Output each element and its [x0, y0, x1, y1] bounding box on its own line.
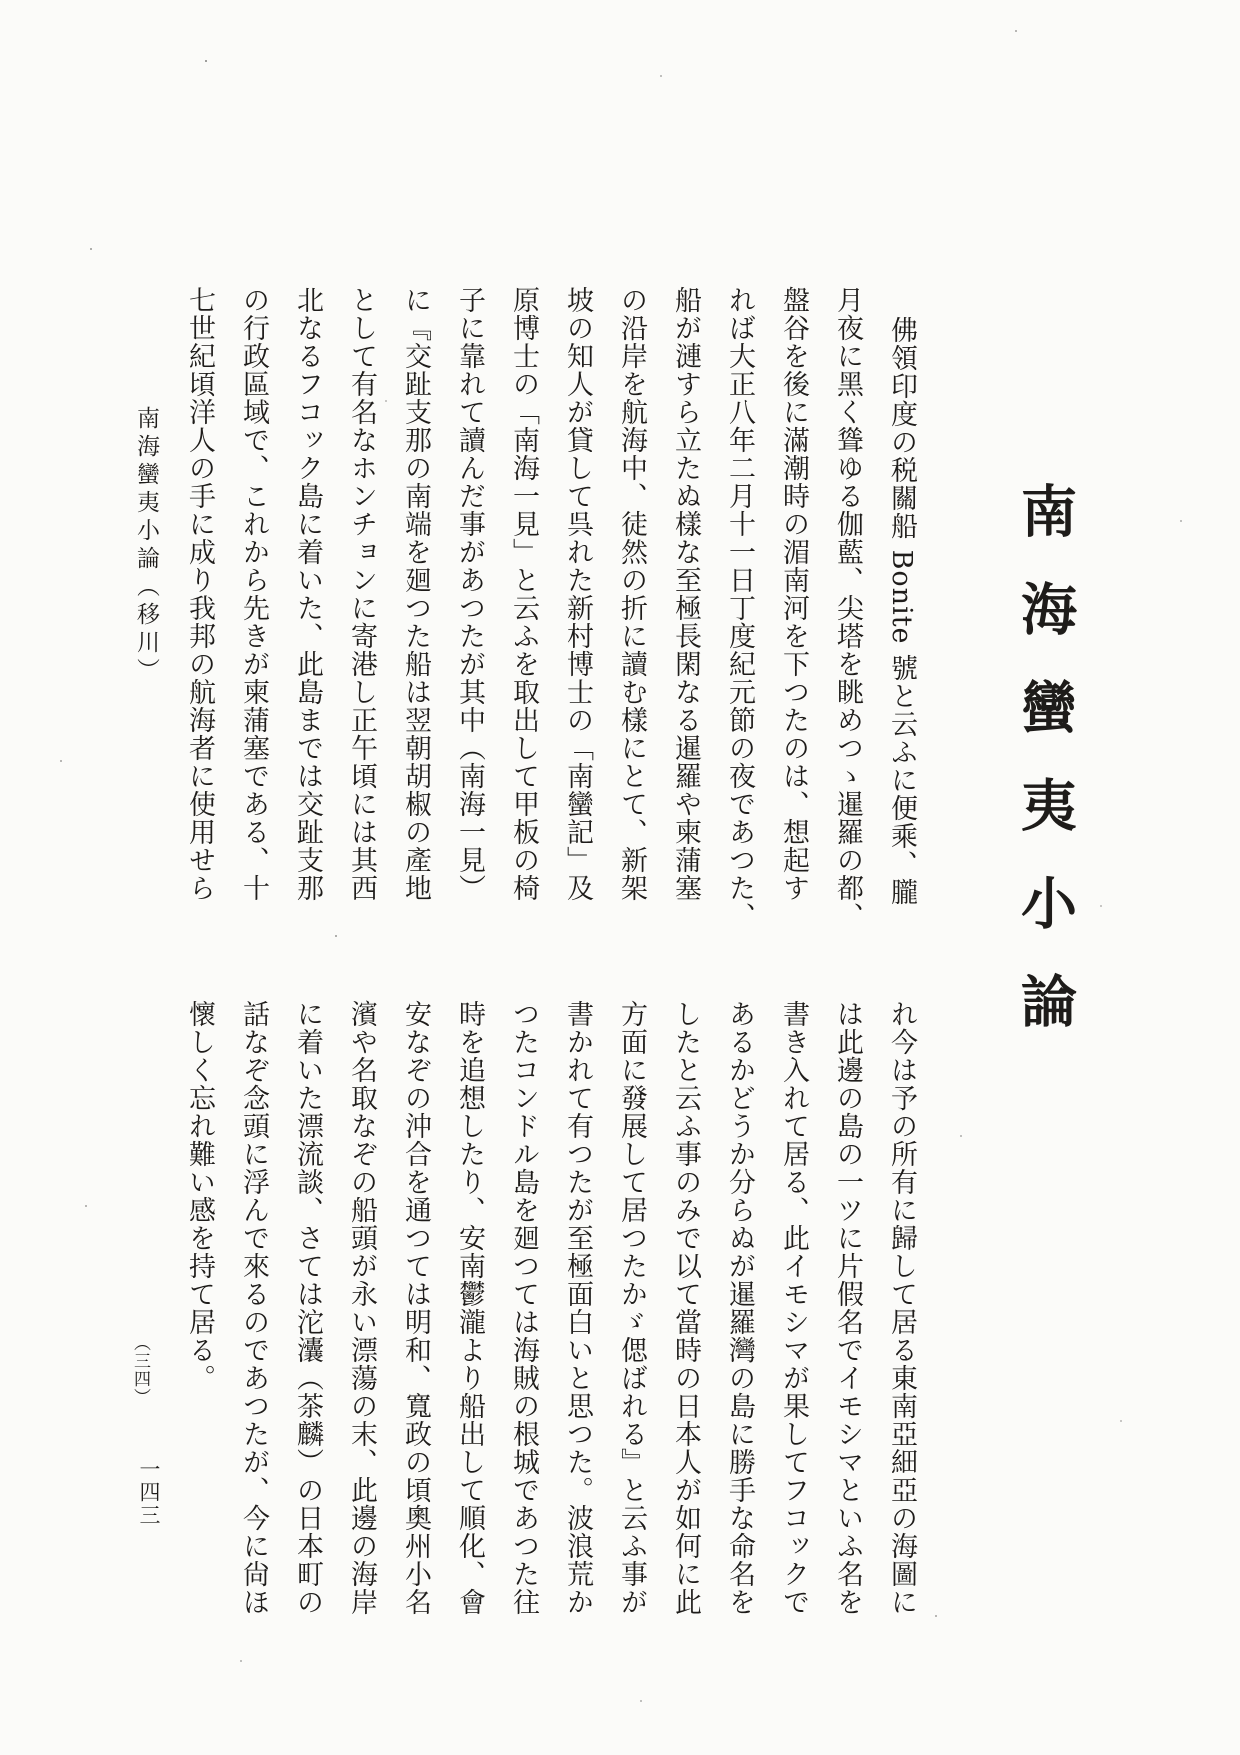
- text-column: に着いた漂流談、さては沱灢（茶麟）の日本町の: [292, 1000, 323, 1616]
- scan-speckle: [0, 0, 2, 2]
- text-column: は此邊の島の一ツに片假名でイモシマといふ名を: [832, 1000, 863, 1616]
- upper-text-block: [172, 286, 928, 976]
- text-column: 時を追想したり、安南鬱瀧より船出して順化、會: [454, 1000, 485, 1616]
- text-column: 書かれて有つたが至極面白いと思つた。波浪荒か: [562, 1000, 593, 1616]
- text-column: あるかどうか分らぬが暹羅灣の島に勝手な命名を: [724, 1000, 755, 1616]
- text-column: 盤谷を後に滿潮時の湄南河を下つたのは、想起す: [778, 286, 809, 902]
- text-column: 北なるフコック島に着いた、此島までは交趾支那: [292, 286, 323, 902]
- text-column: 船が漣すら立たぬ樣な至極長閑なる暹羅や柬蒲塞: [670, 286, 701, 902]
- text-column: 安なぞの沖合を通つては明和、寬政の頃奧州小名: [400, 1000, 431, 1616]
- running-head: 南海蠻夷小論（移川）: [133, 406, 159, 686]
- text-column: 懷しく忘れ難い感を持て居る。: [184, 1000, 215, 1392]
- text-column: れ今は予の所有に歸して居る東南亞細亞の海圖に: [886, 1000, 917, 1616]
- text-column: つたコンドル島を廻つては海賊の根城であつた往: [508, 1000, 539, 1616]
- text-column: 佛領印度の税關船 Bonite 號と云ふに便乘、朧: [886, 316, 917, 907]
- text-column: 坡の知人が貸して呉れた新村博士の「南蠻記」及: [562, 286, 593, 902]
- text-column: 月夜に黑く聳ゆる伽藍、尖塔を眺めつゝ暹羅の都、: [832, 286, 863, 930]
- text-column: として有名なホンチョンに寄港し正午頃には其西: [346, 286, 377, 902]
- section-mark: （三四）: [130, 1334, 150, 1406]
- text-column: れば大正八年二月十一日丁度紀元節の夜であつた、: [724, 286, 755, 930]
- page-number: 一四三: [137, 1458, 161, 1527]
- text-column: に『交趾支那の南端を廻つた船は翌朝胡椒の產地: [400, 286, 431, 902]
- text-column: の行政區域で、これから先きが柬蒲塞である、十: [238, 286, 269, 902]
- text-column: 七世紀頃洋人の手に成り我邦の航海者に使用せら: [184, 286, 215, 902]
- text-column: 話なぞ念頭に浮んで來るのであつたが、今に尙ほ: [238, 1000, 269, 1616]
- text-column: 子に靠れて讀んだ事があつたが其中（南海一見）: [454, 286, 485, 902]
- article-title: 南海蠻夷小論: [1012, 482, 1078, 1070]
- text-column: したと云ふ事のみで以て當時の日本人が如何に此: [670, 1000, 701, 1616]
- text-column: 書き入れて居る、此イモシマが果してフコックで: [778, 1000, 809, 1616]
- text-column: 原博士の「南海一見」と云ふを取出して甲板の椅: [508, 286, 539, 902]
- lower-text-block: [172, 1000, 928, 1660]
- text-column: 方面に發展して居つたかゞ偲ばれる』と云ふ事が: [616, 1000, 647, 1616]
- text-column: 濱や名取なぞの船頭が永い漂蕩の末、此邊の海岸: [346, 1000, 377, 1616]
- text-column: の沿岸を航海中、徒然の折に讀む樣にとて、新架: [616, 286, 647, 902]
